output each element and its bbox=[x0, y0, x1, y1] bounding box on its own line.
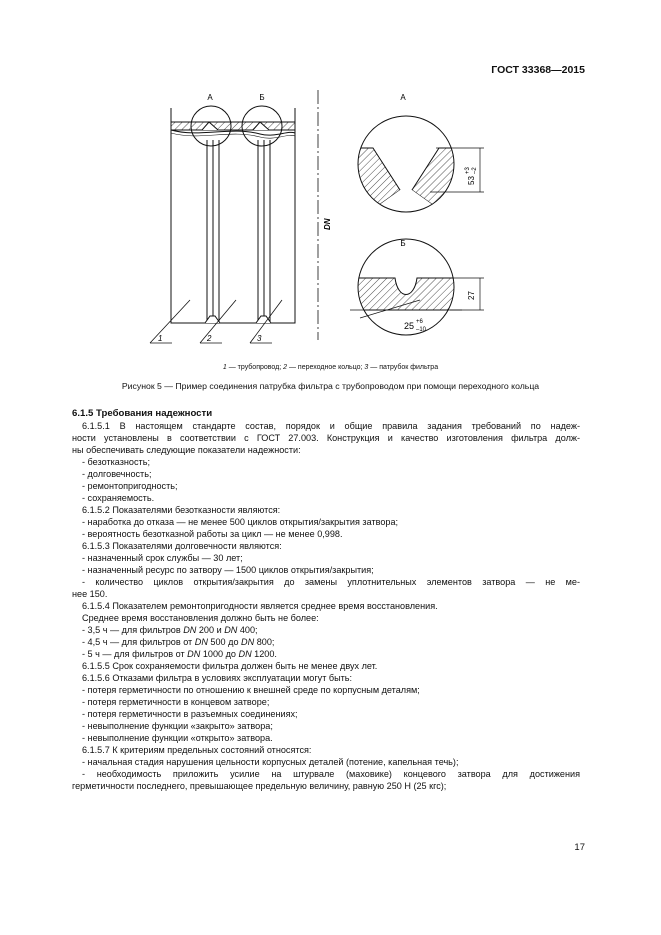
part-label-2: 2 bbox=[207, 334, 212, 343]
list-item-failure-end-valve: - потеря герметичности в концевом затворе; bbox=[82, 697, 270, 707]
para-6-1-5-1-line-3: ны обеспечивать следующие показатели надежности: bbox=[72, 445, 301, 455]
para-6-1-5-4: 6.1.5.4 Показателем ремонтопригодности является среднее время восстановления. bbox=[82, 601, 438, 611]
dim-a-tol-upper: +3 bbox=[465, 167, 471, 174]
legend-text-2: — переходное кольцо; bbox=[287, 364, 365, 371]
figure-legend bbox=[0, 364, 661, 371]
label-dn: DN bbox=[323, 218, 332, 230]
list-item-storability: - сохраняемость. bbox=[82, 493, 155, 503]
label-a-left: A bbox=[207, 93, 213, 102]
legend-part-3: 3 bbox=[364, 364, 369, 371]
section-body bbox=[72, 408, 580, 792]
para-6-1-5-7: 6.1.5.7 К критериям предельных состояний относятся: bbox=[82, 745, 312, 755]
list-item-maintainability: - ремонтопригодность; bbox=[82, 481, 178, 491]
figure-5-drawing bbox=[0, 0, 661, 380]
list-item-resource: - назначенный ресурс по затвору — 1500 циклов открытия/закрытия; bbox=[82, 565, 374, 575]
list-item-limit-force-line-1: - необходимость приложить усилие на штурвале (маховике) концевого затвора для достижения bbox=[82, 769, 580, 779]
list-item-restore-dn200: - 3,5 ч — для фильтров DN 200 и DN 400; bbox=[82, 625, 258, 635]
part-label-3: 3 bbox=[257, 334, 262, 343]
para-6-1-5-1-line-2: ности установлены в соответствии с ГОСТ 27.003. Конструкция и качество изготовления фильтра долж- bbox=[72, 433, 580, 443]
list-item-failure-body: - потеря герметичности по отношению к внешней среде по корпусным деталям; bbox=[82, 685, 420, 695]
dim-b-main: 25 bbox=[404, 321, 415, 331]
section-title: 6.1.5 Требования надежности bbox=[72, 408, 213, 419]
para-6-1-5-1-line-1: 6.1.5.1 В настоящем стандарте состав, порядок и общие правила задания требований по надеж- bbox=[82, 421, 580, 431]
para-6-1-5-5: 6.1.5.5 Срок сохраняемости фильтра должен быть не менее двух лет. bbox=[82, 661, 378, 671]
dim-b-tol-upper: +6 bbox=[416, 319, 423, 325]
figure-caption: Рисунок 5 — Пример соединения патрубка фильтра с трубопроводом при помощи переходного кольца bbox=[121, 381, 540, 391]
part-label-1: 1 bbox=[158, 334, 163, 343]
label-a-detail: A bbox=[400, 93, 406, 102]
page-number: 17 bbox=[574, 842, 585, 853]
list-item-failure-open: - невыполнение функции «открыто» затвора. bbox=[82, 733, 273, 743]
para-6-1-5-2: 6.1.5.2 Показателями безотказности являются: bbox=[82, 505, 281, 515]
para-6-1-5-6: 6.1.5.6 Отказами фильтра в условиях эксплуатации могут быть: bbox=[82, 673, 353, 683]
list-item-limit-force-line-2: герметичности последнего, превышающее предельную величину, равную 250 Н (25 кгс); bbox=[72, 781, 447, 791]
dim-a-main: 53 bbox=[467, 176, 476, 185]
list-item-reliability: - безотказность; bbox=[82, 457, 150, 467]
label-b-detail: Б bbox=[400, 239, 406, 248]
dim-b-side: 27 bbox=[467, 291, 476, 300]
list-item-failure-joints: - потеря герметичности в разъемных соединениях; bbox=[82, 709, 298, 719]
list-item-mtbf: - наработка до отказа — не менее 500 циклов открытия/закрытия затвора; bbox=[82, 517, 399, 527]
list-item-seal-cycles-line-2: нее 150. bbox=[72, 589, 108, 599]
dim-b-tol-lower: –10 bbox=[416, 327, 427, 333]
list-item-limit-body: - начальная стадия нарушения цельности корпусных деталей (потение, капельная течь); bbox=[82, 757, 459, 767]
detail-a bbox=[350, 116, 484, 230]
para-6-1-5-3: 6.1.5.3 Показателями долговечности являются: bbox=[82, 541, 282, 551]
list-item-restore-dn1000: - 5 ч — для фильтров от DN 1000 до DN 1200. bbox=[82, 649, 277, 659]
para-restore-time: Среднее время восстановления должно быть не более: bbox=[82, 613, 319, 623]
document-header: ГОСТ 33368—2015 bbox=[491, 64, 585, 76]
list-item-seal-cycles-line-1: - количество циклов открытия/закрытия до замены уплотнительных элементов затвора — не ме- bbox=[82, 577, 580, 587]
legend-part-1: 1 bbox=[222, 364, 227, 371]
list-item-durability: - долговечность; bbox=[82, 469, 152, 479]
list-item-failure-closed: - невыполнение функции «закрыто» затвора; bbox=[82, 721, 273, 731]
pipe-assembly bbox=[150, 90, 318, 343]
dim-a-tol-lower: –2 bbox=[472, 167, 478, 174]
legend-text-1: — трубопровод; bbox=[226, 364, 284, 371]
label-b-left: Б bbox=[259, 93, 265, 102]
list-item-restore-dn500: - 4,5 ч — для фильтров от DN 500 до DN 800; bbox=[82, 637, 275, 647]
legend-text-3: — патрубок фильтра bbox=[368, 364, 439, 371]
list-item-probability: - вероятность безотказной работы за цикл — не менее 0,998. bbox=[82, 529, 343, 539]
list-item-service-life: - назначенный срок службы — 30 лет; bbox=[82, 553, 243, 563]
legend-part-2: 2 bbox=[283, 364, 288, 371]
